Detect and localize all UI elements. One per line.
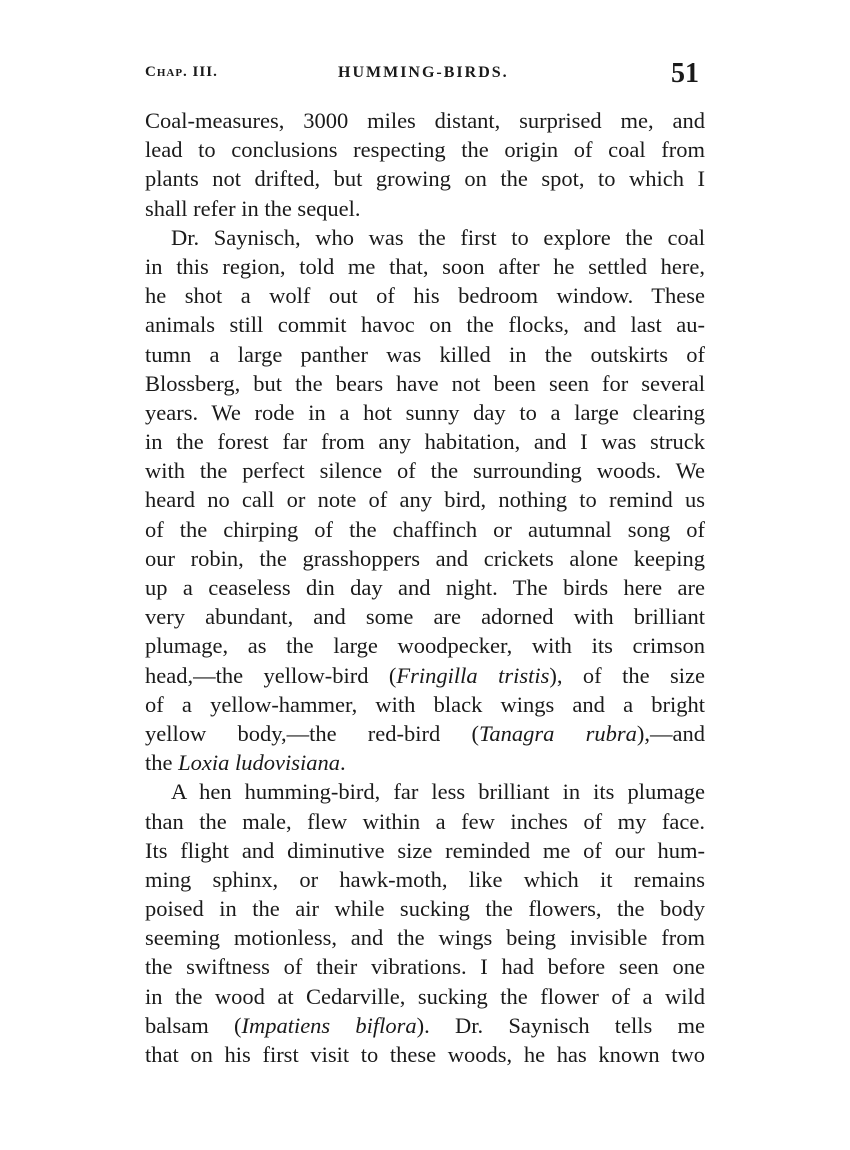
text-line: plumage, as the large woodpecker, with its crimson <box>145 633 705 659</box>
text-line: in the wood at Cedarville, sucking the flower of a wild <box>145 983 705 1009</box>
text-line <box>145 1011 705 1040</box>
text-run: head,—the yellow-bird ( <box>145 662 397 688</box>
page-number: 51 <box>671 58 699 89</box>
text-line: years. We rode in a hot sunny day to a large clearing <box>145 399 705 425</box>
species-name: Loxia ludovisiana <box>178 750 340 776</box>
chapter-title: HUMMING-BIRDS. <box>338 64 509 81</box>
text-line: than the male, flew within a few inches of my face. <box>145 808 705 834</box>
text-line: our robin, the grasshoppers and crickets alone keeping <box>145 545 705 571</box>
text-run: ),—and <box>636 720 705 746</box>
text-line: very abundant, and some are adorned with brilliant <box>145 604 705 630</box>
text-line: Dr. Saynisch, who was the first to explore the coal <box>171 224 705 250</box>
text-line: Coal-measures, 3000 miles distant, surprised me, and <box>145 108 705 133</box>
text-line: in the forest far from any habitation, and I was struck <box>145 429 705 455</box>
text-line: A hen humming-bird, far less brilliant in its plumage <box>171 779 705 805</box>
text-line <box>145 661 705 690</box>
text-run: ), of the size <box>549 662 706 688</box>
species-name: Tanagra rubra <box>478 720 637 746</box>
text-line <box>145 719 705 748</box>
text-run: . <box>340 750 346 776</box>
text-run: balsam ( <box>145 1012 242 1038</box>
text-line: that on his first visit to these woods, he has known two <box>145 1042 705 1067</box>
text-line: the swiftness of their vibrations. I had before seen one <box>145 954 705 980</box>
text-line <box>145 748 705 777</box>
text-line: in this region, told me that, soon after he settled here, <box>145 253 705 279</box>
text-line: with the perfect silence of the surrounding woods. We <box>145 458 705 484</box>
text-line: plants not drifted, but growing on the spot, to which I <box>145 166 705 192</box>
text-line: up a ceaseless din day and night. The birds here are <box>145 575 705 600</box>
text-line: lead to conclusions respecting the origin of coal from <box>145 137 705 163</box>
text-line: tumn a large panther was killed in the outskirts of <box>145 341 705 367</box>
text-line: seeming motionless, and the wings being invisible from <box>145 925 705 951</box>
text-line: Its flight and diminutive size reminded me of our hum- <box>145 837 705 863</box>
species-name: Impatiens biflora <box>241 1012 417 1038</box>
text-line: poised in the air while sucking the flowers, the body <box>145 896 705 922</box>
text-run: ). Dr. Saynisch tells me <box>416 1012 705 1038</box>
text-line: of the chirping of the chaffinch or autumnal song of <box>145 516 705 542</box>
text-line: ming sphinx, or hawk-moth, like which it remains <box>145 866 705 892</box>
text-line: shall refer in the sequel. <box>145 195 361 221</box>
chapter-label: Chap. III. <box>145 64 218 80</box>
running-head <box>145 58 711 98</box>
text-run: yellow body,—the red-bird ( <box>145 720 479 746</box>
body-text <box>145 106 705 1069</box>
text-line: animals still commit havoc on the flocks, and last au- <box>145 312 705 338</box>
text-line: of a yellow-hammer, with black wings and a bright <box>145 691 705 717</box>
text-run: the <box>145 750 179 776</box>
text-line: heard no call or note of any bird, nothing to remind us <box>145 487 705 513</box>
text-line: Blossberg, but the bears have not been seen for several <box>145 370 705 396</box>
species-name: Fringilla tristis <box>396 662 550 688</box>
text-line: he shot a wolf out of his bedroom window. These <box>145 283 705 309</box>
